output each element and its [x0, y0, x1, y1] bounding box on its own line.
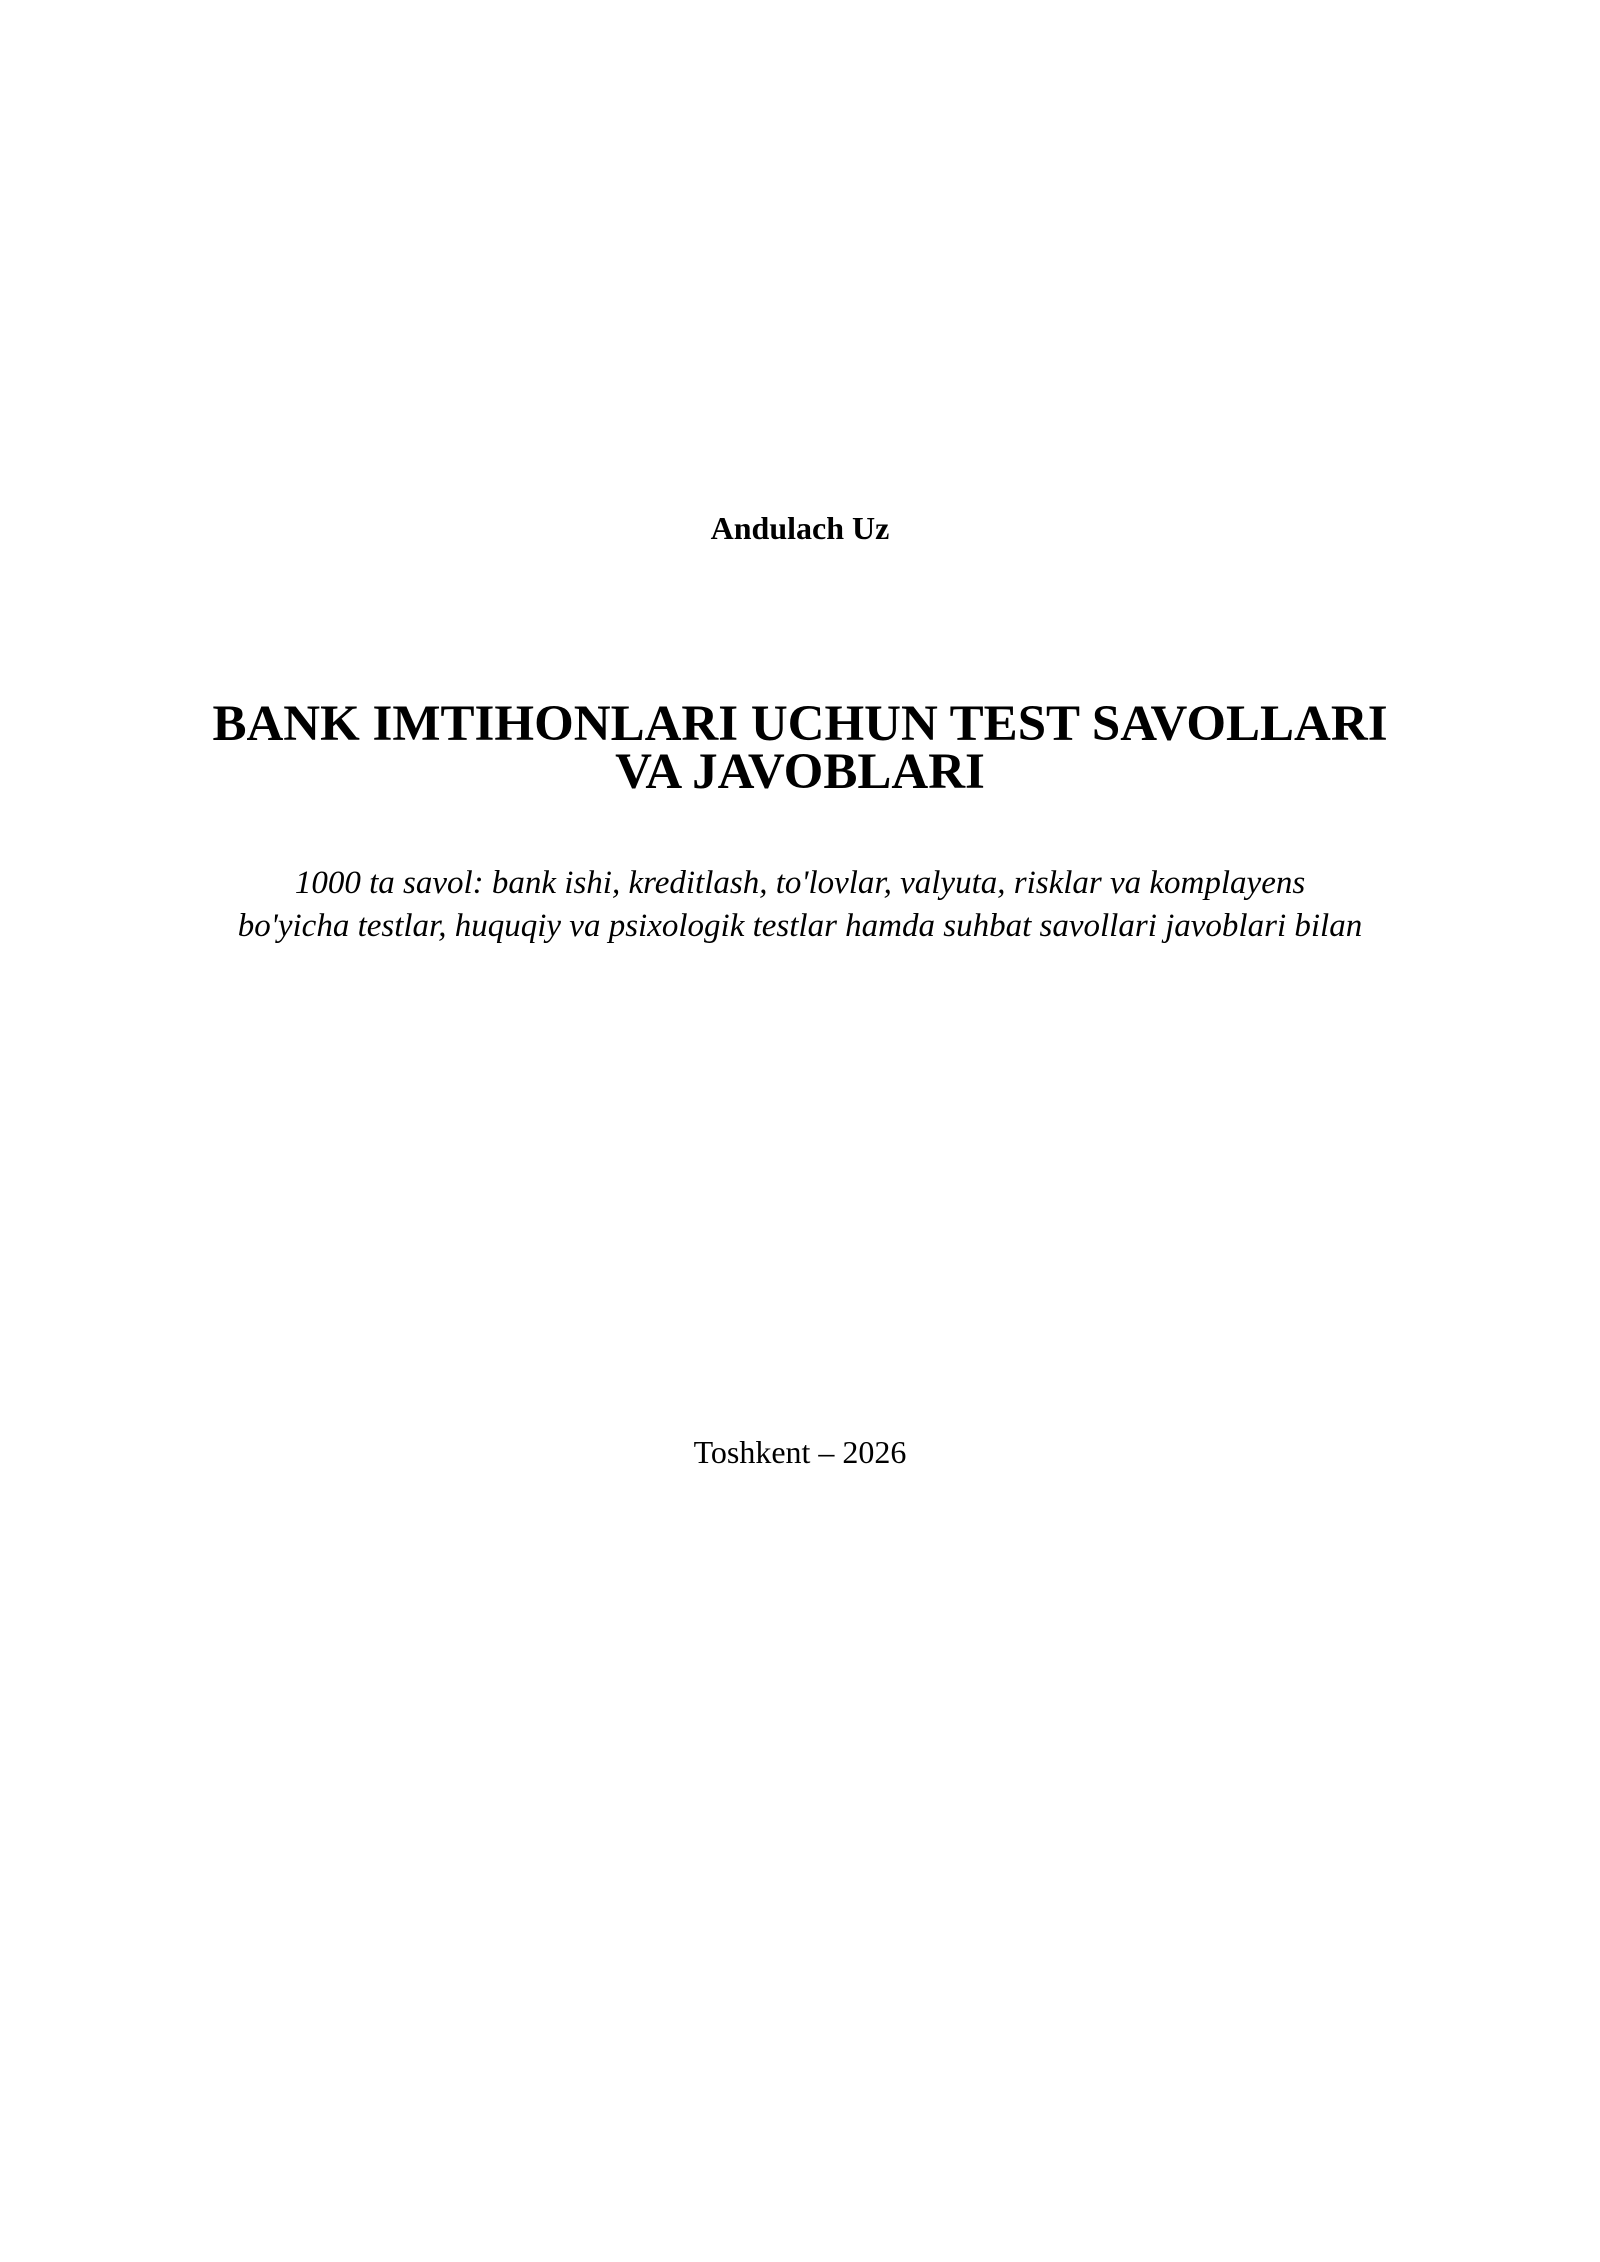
book-subtitle-line-2: bo'yicha testlar, huquqiy va psixologik testlar hamda suhbat savollari javoblari bilan	[237, 908, 1363, 944]
book-title	[0, 696, 1600, 800]
book-title-line-1: BANK IMTIHONLARI UCHUN TEST SAVOLLARI	[212, 696, 1388, 752]
book-subtitle	[0, 862, 1600, 948]
publication-place-year: Toshkent – 2026	[693, 1434, 907, 1470]
author-name: Andulach Uz	[710, 510, 890, 546]
book-title-line-2: VA JAVOBLARI	[615, 744, 985, 800]
book-subtitle-line-1: 1000 ta savol: bank ishi, kreditlash, to'lovlar, valyuta, risklar va komplayens	[294, 865, 1306, 901]
